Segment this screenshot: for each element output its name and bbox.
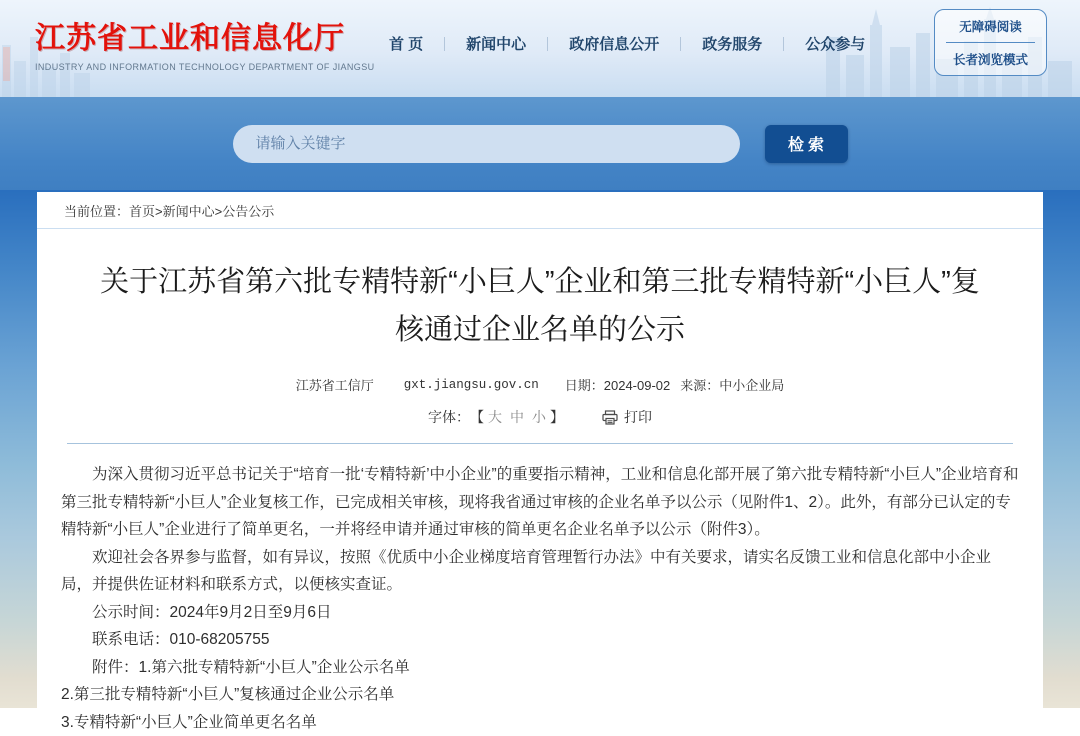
paragraph-2: 欢迎社会各界参与监督，如有异议，按照《优质中小企业梯度培育管理暂行办法》中有关要求，请实名反馈工业和信息化部中小企业局，并提供佐证材料和联系方式，以便核实查证。 bbox=[61, 544, 1019, 599]
nav-item-gov-services[interactable]: 政务服务 bbox=[681, 33, 783, 54]
meta-site-url[interactable]: gxt.jiangsu.gov.cn bbox=[404, 378, 539, 392]
meta-source: 来源：中小企业局 bbox=[680, 375, 784, 394]
article-title: 关于江苏省第六批专精特新“小巨人”企业和第三批专精特新“小巨人”复核通过企业名单的公示 bbox=[89, 258, 991, 354]
nav-item-public-participation[interactable]: 公众参与 bbox=[784, 33, 886, 54]
public-period-line: 公示时间：2024年9月2日至9月6日 bbox=[61, 599, 1019, 627]
font-bracket-close: 】 bbox=[550, 407, 564, 427]
search-button[interactable]: 检索 bbox=[765, 125, 848, 163]
attachment-label: 附件： bbox=[92, 659, 139, 676]
attachment-link-1[interactable]: 1.第六批专精特新“小巨人”企业公示名单 bbox=[139, 659, 410, 676]
breadcrumb-path[interactable]: 首页>新闻中心>公告公示 bbox=[129, 201, 274, 220]
print-button[interactable] bbox=[602, 407, 652, 427]
font-bracket-open: 【 bbox=[470, 407, 484, 427]
barrier-free-reading-button[interactable]: 无障碍阅读 bbox=[935, 10, 1046, 42]
print-label: 打印 bbox=[624, 407, 652, 427]
nav-item-home[interactable]: 首 页 bbox=[368, 33, 444, 54]
content-panel bbox=[37, 192, 1043, 708]
main-nav bbox=[368, 33, 886, 54]
meta-department: 江苏省工信厅 bbox=[296, 375, 374, 394]
printer-icon bbox=[602, 410, 618, 425]
contact-phone-line: 联系电话：010-68205755 bbox=[61, 626, 1019, 654]
article-divider bbox=[67, 443, 1013, 444]
breadcrumb-label: 当前位置： bbox=[64, 201, 129, 220]
search-band bbox=[0, 97, 1080, 190]
paragraph-1: 为深入贯彻习近平总书记关于“培育一批‘专精特新’中小企业”的重要指示精神，工业和信息化部开展了第六批专精特新“小巨人”企业培育和第三批专精特新“小巨人”企业复核工作，已完成相关审核，现将我省通过审核的企业名单予以公示（见附件1、2）。此外，有部分已认定的专精特新“小巨人”企业进行了简单更名，一并将经申请并通过审核的简单更名企业名单予以公示（附件3）。 bbox=[61, 461, 1019, 544]
article-body bbox=[61, 461, 1019, 736]
nav-item-news-center[interactable]: 新闻中心 bbox=[445, 33, 547, 54]
accessibility-box bbox=[934, 9, 1047, 76]
site-logo[interactable] bbox=[35, 13, 375, 72]
article-meta bbox=[61, 375, 1019, 394]
font-size-small-button[interactable]: 小 bbox=[532, 407, 546, 427]
breadcrumb bbox=[37, 192, 1043, 229]
attachment-line-1 bbox=[61, 654, 1019, 682]
site-header bbox=[0, 0, 1080, 97]
nav-item-gov-info[interactable]: 政府信息公开 bbox=[548, 33, 680, 54]
article bbox=[37, 258, 1043, 736]
elder-browse-mode-button[interactable]: 长者浏览模式 bbox=[935, 43, 1046, 75]
font-size-label: 字体： bbox=[428, 407, 470, 427]
site-title-english: INDUSTRY AND INFORMATION TECHNOLOGY DEPARTMENT OF JIANGSU bbox=[35, 62, 375, 72]
font-size-large-button[interactable]: 大 bbox=[488, 407, 502, 427]
font-size-medium-button[interactable]: 中 bbox=[510, 407, 524, 427]
font-controls bbox=[61, 407, 1019, 427]
meta-date: 日期：2024-09-02 bbox=[565, 375, 671, 394]
attachment-link-2[interactable]: 2.第三批专精特新“小巨人”复核通过企业公示名单 bbox=[61, 681, 1019, 709]
site-title: 江苏省工业和信息化厅 bbox=[35, 13, 375, 57]
search-input[interactable] bbox=[233, 125, 740, 163]
attachment-link-3[interactable]: 3.专精特新“小巨人”企业简单更名名单 bbox=[61, 709, 1019, 736]
